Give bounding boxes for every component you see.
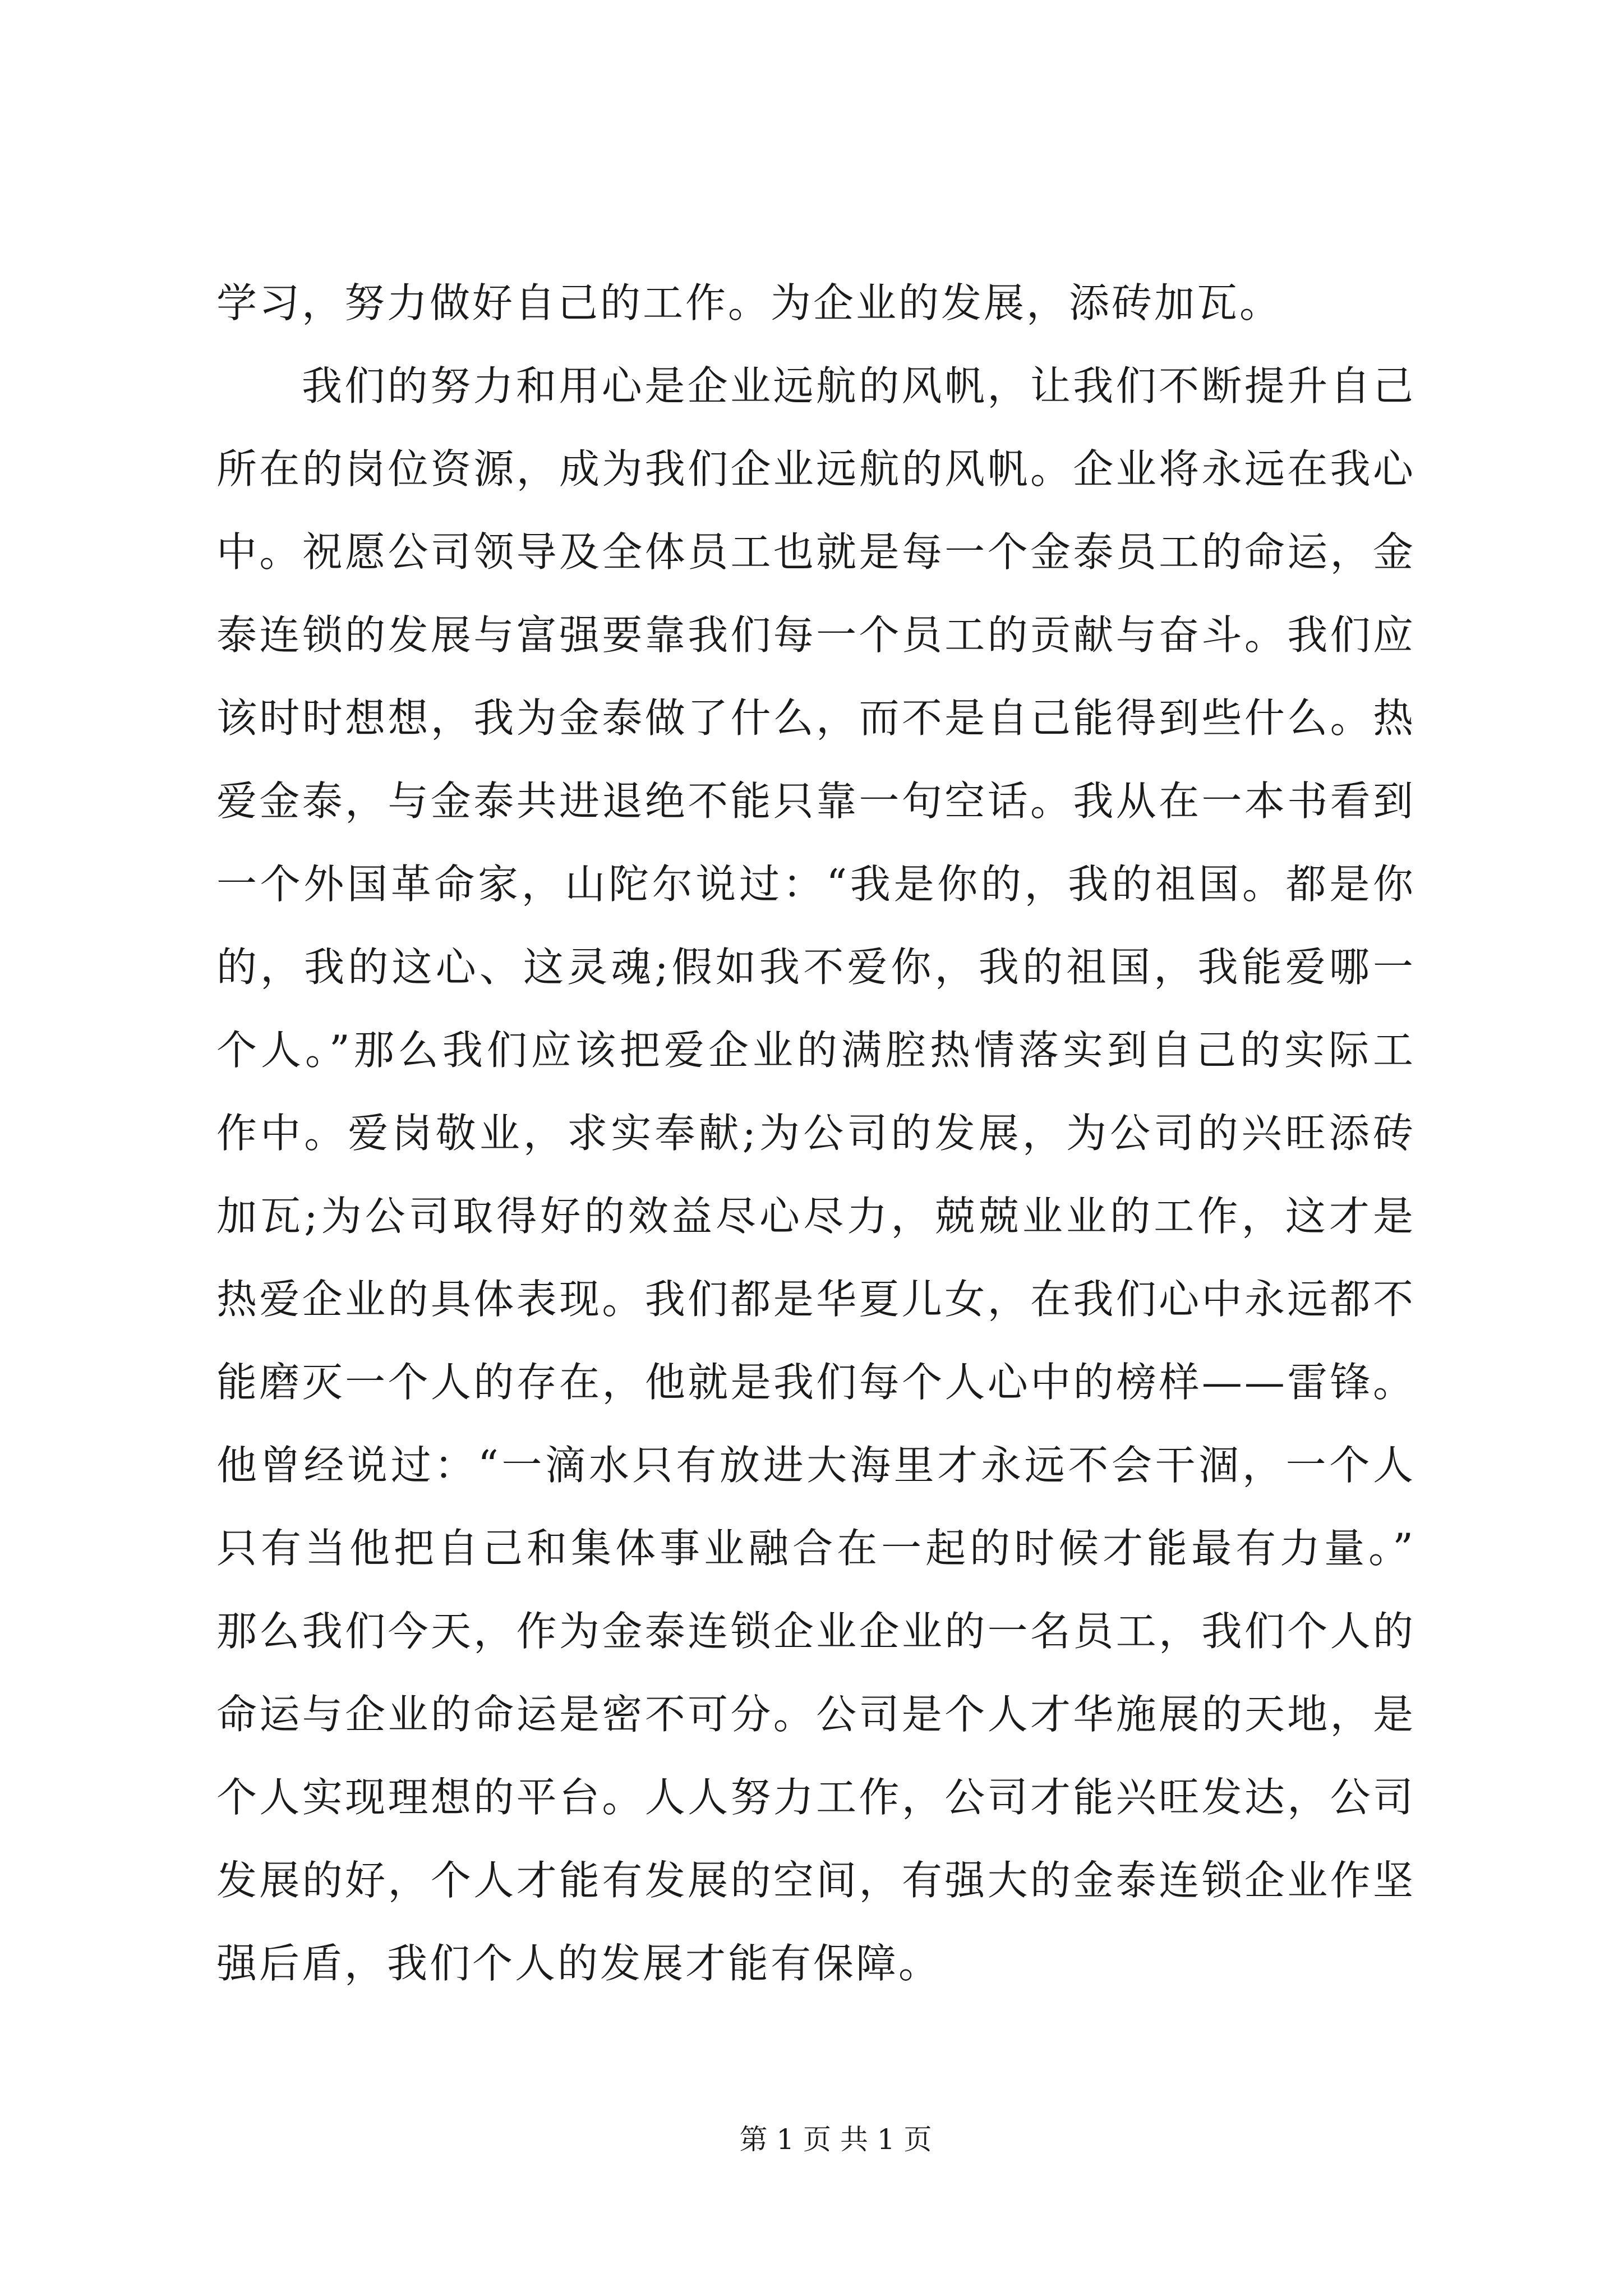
text-line: 的，我的这心、这灵魂;假如我不爱你，我的祖国，我能爱哪一: [216, 944, 1415, 991]
text-line: 命运与企业的命运是密不可分。公司是个人才华施展的天地，是: [216, 1691, 1415, 1738]
text-line: 那么我们今天，作为金泰连锁企业企业的一名员工，我们个人的: [216, 1608, 1415, 1655]
text-line: 学习，努力做好自己的工作。为企业的发展，添砖加瓦。: [216, 279, 1283, 326]
paragraph: [216, 261, 1415, 344]
text-line: 该时时想想，我为金泰做了什么，而不是自己能得到些什么。热: [216, 694, 1415, 742]
text-line: 他曾经说过：“一滴水只有放进大海里才永远不会干涸，一个人: [216, 1442, 1415, 1489]
body-text: [216, 261, 1415, 2005]
text-line: 能磨灭一个人的存在，他就是我们每个人心中的榜样——雷锋。: [216, 1359, 1415, 1406]
text-line: 加瓦;为公司取得好的效益尽心尽力，兢兢业业的工作，这才是: [216, 1193, 1415, 1240]
page-number-label: 第 1 页 共 1 页: [739, 2123, 932, 2156]
text-line: 热爱企业的具体表现。我们都是华夏儿女，在我们心中永远都不: [216, 1276, 1415, 1323]
text-line: 强后盾，我们个人的发展才能有保障。: [216, 1940, 942, 1987]
text-line: 个人实现理想的平台。人人努力工作，公司才能兴旺发达，公司: [216, 1774, 1415, 1821]
text-line: 爱金泰，与金泰共进退绝不能只靠一句空话。我从在一本书看到: [216, 777, 1415, 825]
paragraph: [216, 344, 1415, 2005]
text-line: 一个外国革命家，山陀尔说过：“我是你的，我的祖国。都是你: [216, 861, 1415, 908]
text-line: 我们的努力和用心是企业远航的风帆，让我们不断提升自己: [302, 362, 1415, 409]
text-line: 只有当他把自己和集体事业融合在一起的时候才能最有力量。”: [216, 1525, 1415, 1572]
text-line: 中。祝愿公司领导及全体员工也就是每一个金泰员工的命运，金: [216, 528, 1415, 576]
text-line: 发展的好，个人才能有发展的空间，有强大的金泰连锁企业作坚: [216, 1857, 1415, 1904]
page-footer: [555, 2123, 1116, 2156]
text-line: 泰连锁的发展与富强要靠我们每一个员工的贡献与奋斗。我们应: [216, 611, 1415, 659]
text-line: 作中。爱岗敬业，求实奉献;为公司的发展，为公司的兴旺添砖: [216, 1110, 1415, 1157]
text-line: 所在的岗位资源，成为我们企业远航的风帆。企业将永远在我心: [216, 445, 1415, 493]
text-line: 个人。”那么我们应该把爱企业的满腔热情落实到自己的实际工: [216, 1027, 1415, 1074]
